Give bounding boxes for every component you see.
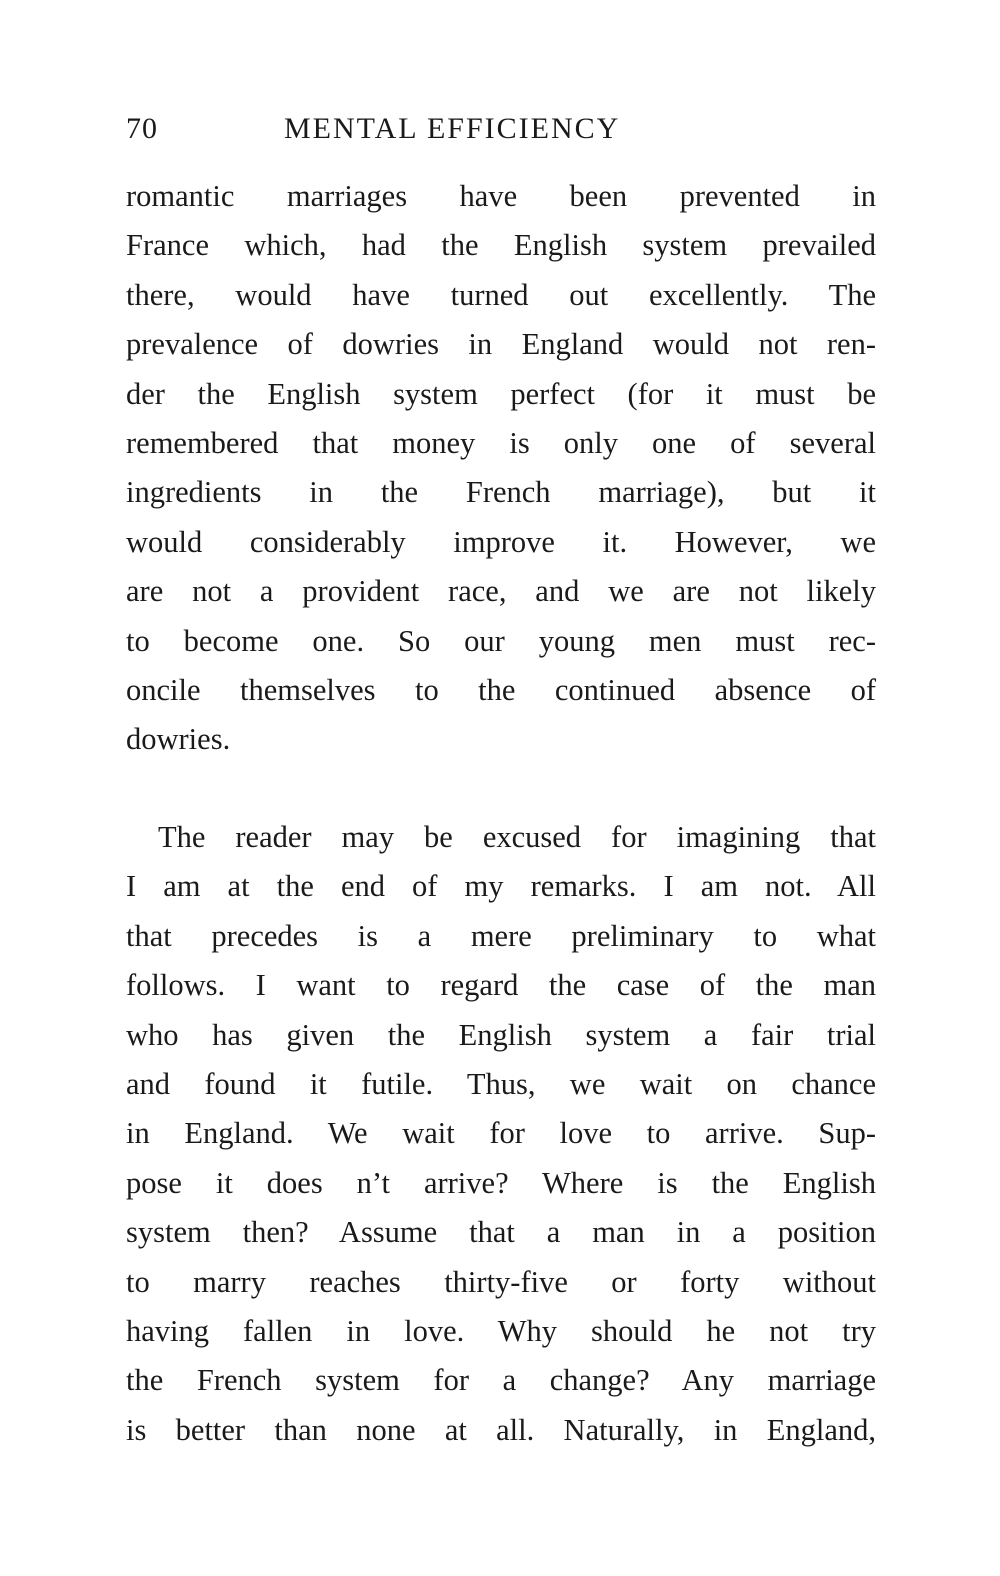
text-line: are not a provident race, and we are not likely — [126, 574, 876, 609]
page-number: 70 — [126, 112, 158, 145]
text-line: and found it futile. Thus, we wait on chance — [126, 1066, 876, 1101]
text-line: having fallen in love. Why should he not try — [126, 1313, 876, 1348]
text-line: system then? Assume that a man in a position — [126, 1215, 876, 1250]
text-line: there, would have turned out excellently. The — [126, 277, 876, 312]
text-line: dowries. — [126, 722, 231, 757]
text-line: would considerably improve it. However, we — [126, 524, 876, 559]
text-line: is better than none at all. Naturally, in England, — [126, 1412, 876, 1447]
text-line: to marry reaches thirty-five or forty without — [126, 1264, 876, 1299]
text-line: pose it does n’t arrive? Where is the English — [126, 1165, 876, 1200]
text-line: France which, had the English system prevailed — [126, 228, 876, 263]
text-line: in England. We wait for love to arrive. Sup- — [126, 1116, 876, 1151]
text-line: that precedes is a mere preliminary to what — [126, 918, 876, 953]
text-line: I am at the end of my remarks. I am not. All — [126, 869, 876, 904]
text-line: who has given the English system a fair trial — [126, 1017, 876, 1052]
text-line: romantic marriages have been prevented in — [126, 179, 876, 213]
page-header — [126, 112, 876, 156]
running-head: MENTAL EFFICIENCY — [284, 112, 621, 145]
text-line: der the English system perfect (for it must be — [126, 376, 876, 411]
text-line: to become one. So our young men must rec- — [126, 623, 876, 658]
text-line: the French system for a change? Any marriage — [126, 1363, 876, 1398]
paragraph-1 — [126, 172, 876, 765]
paragraph-2 — [126, 813, 876, 1455]
text-line: remembered that money is only one of several — [126, 425, 876, 460]
text-line: follows. I want to regard the case of the man — [126, 968, 876, 1003]
text-line: prevalence of dowries in England would not ren- — [126, 327, 876, 362]
text-line: The reader may be excused for imagining that — [158, 820, 876, 854]
text-line: oncile themselves to the continued absence of — [126, 672, 876, 707]
text-line: ingredients in the French marriage), but it — [126, 475, 876, 510]
